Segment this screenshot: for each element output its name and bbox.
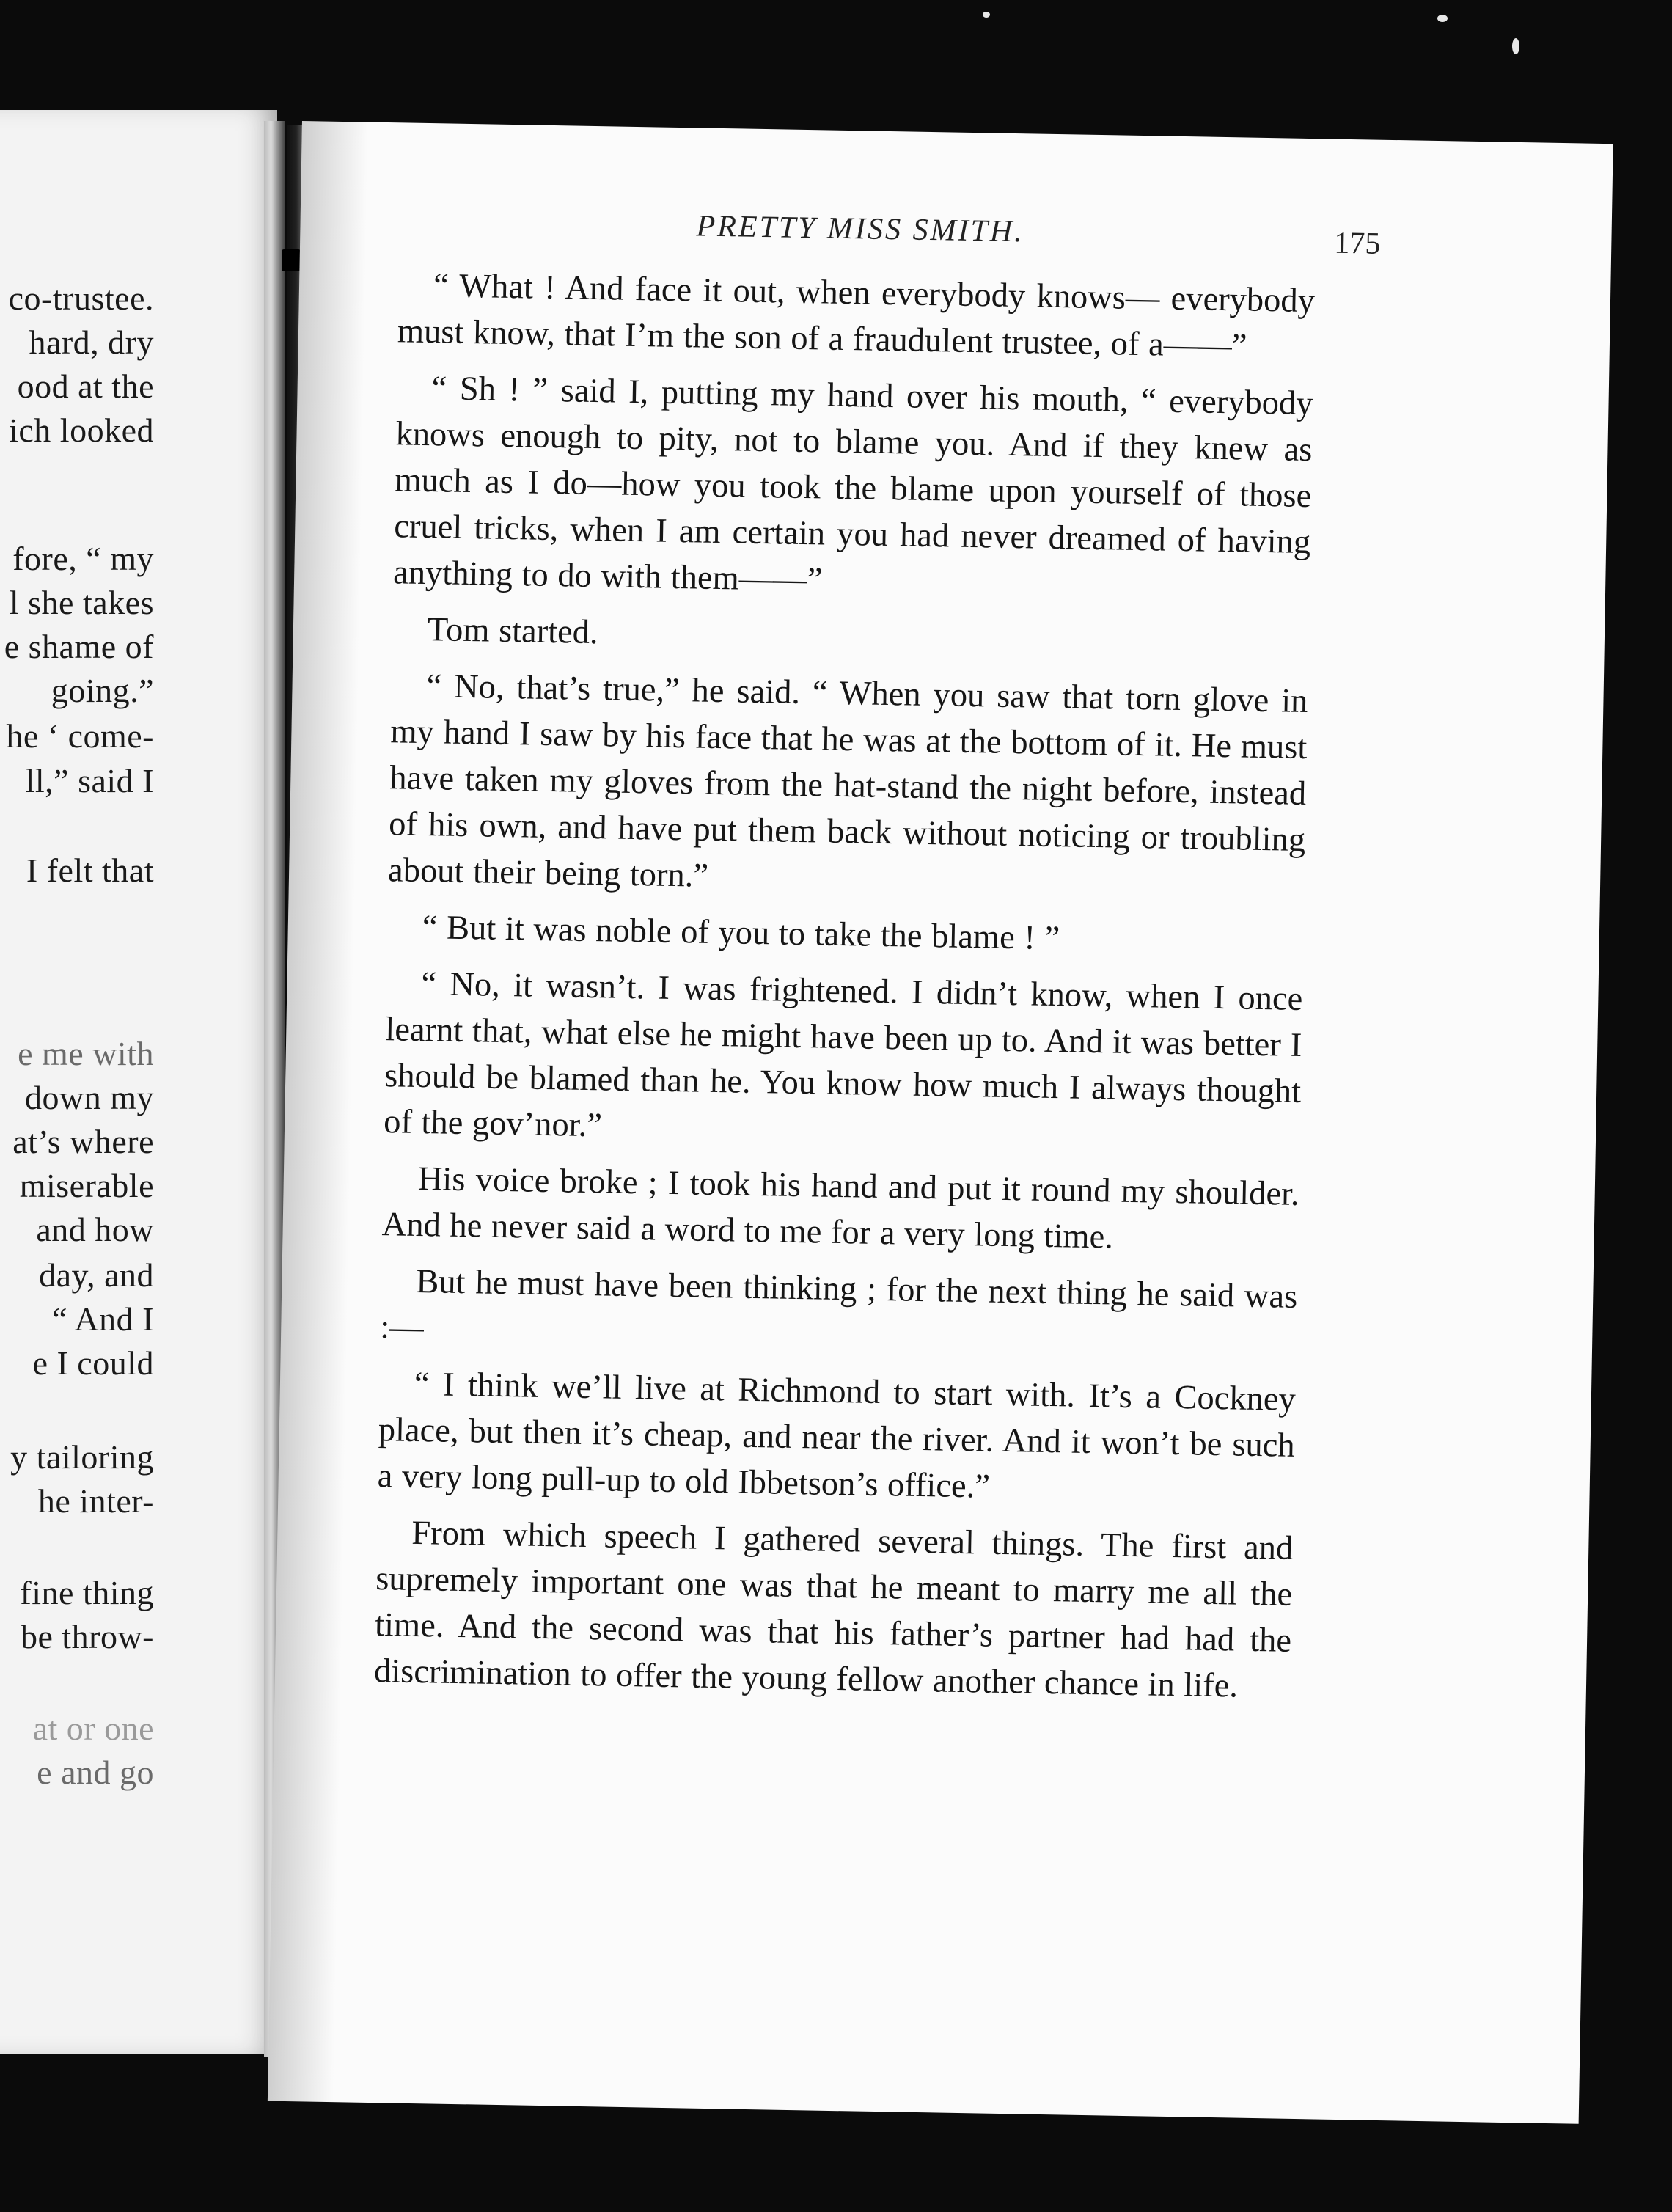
left-page-line: be throw- [20, 1618, 154, 1655]
paragraph: “ I think we’ll live at Richmond to start with. It’s a Cockney place, but then it’s cheap, and near the river. And it won’t be such a very long pull-up to old Ibbetson’s office.” [377, 1365, 1297, 1506]
paragraph: But he must have been thinking ; for the next thing he said was :— [379, 1262, 1298, 1347]
body-text [373, 262, 1315, 1721]
paragraph: “ What ! And face it out, when everybody knows— everybody must know, that I’m the son of a fraudulent trustee, of a——” [397, 267, 1316, 365]
left-page-line: he ‘ come- [6, 717, 154, 755]
paragraph: “ No, it wasn’t. I was frightened. I didn’t know, when I once learnt that, what else he might have been up to. And it was better I should be blamed than he. You know how much I always thought of the gov’nor.” [383, 965, 1303, 1145]
left-page-line: day, and [39, 1256, 154, 1294]
paragraph: “ Sh ! ” said I, putting my hand over his mouth, “ everybody knows enough to pity, not to blame you. And if they knew as much as I do—how you took the blame upon yourself of those cruel tricks, when I am certain you had never dreamed of having anything to do with them——” [392, 370, 1313, 599]
left-page-line: going.” [51, 672, 154, 709]
left-page-line: at or one [32, 1710, 154, 1747]
left-page-line: l she takes [9, 584, 154, 621]
paragraph: “ But it was noble of you to take the blame ! ” [422, 909, 1060, 958]
dust-speck [983, 12, 990, 18]
left-page-line: ood at the [17, 367, 154, 405]
left-page-line: ll,” said I [25, 762, 154, 799]
left-page-line: e shame of [4, 628, 154, 665]
left-page-line: down my [25, 1079, 154, 1116]
book-page [268, 121, 1613, 2124]
left-page-line: “ And I [52, 1300, 154, 1338]
paragraph: His voice broke ; I took his hand and put it round my shoulder. And he never said a word to me for a very long time. [381, 1160, 1300, 1256]
left-page-line: miserable [19, 1167, 154, 1204]
left-page-line: fore, “ my [12, 540, 154, 577]
left-page-line: co-trustee. [8, 279, 154, 317]
left-page-line: he inter- [37, 1482, 154, 1520]
left-page-line: hard, dry [29, 323, 154, 361]
left-page-line: fine thing [20, 1574, 154, 1611]
left-page-line: e and go [37, 1754, 154, 1791]
left-page-line: at’s where [12, 1123, 154, 1160]
paragraph: “ No, that’s true,” he said. “ When you saw that torn glove in my hand I saw by his face that he was at the bottom of it. He must have taken my gloves from the hat-stand the night before, instead of his own, and have put them back without noticing or troubling about their being torn.” [387, 667, 1308, 895]
left-page-line: y tailoring [10, 1438, 154, 1476]
paragraph: Tom started. [427, 611, 599, 652]
running-head: PRETTY MISS SMITH. [696, 209, 1025, 249]
left-page-line: e I could [32, 1344, 154, 1382]
left-page-line: e me with [18, 1035, 154, 1072]
paragraph: From which speech I gathered several things. The first and supremely important one was that he meant to marry me all the time. And the second was that his father’s partner had had the discrimination to offer the young fellow another chance in life. [373, 1514, 1294, 1705]
binding-thread [282, 249, 301, 271]
dust-speck [1437, 15, 1448, 22]
page-number: 175 [1333, 226, 1381, 261]
left-page-line: I felt that [26, 852, 154, 889]
left-page-line: ich looked [9, 411, 154, 449]
dust-speck [1512, 38, 1519, 54]
left-page-line: and how [36, 1211, 154, 1248]
facing-page [0, 110, 277, 2054]
